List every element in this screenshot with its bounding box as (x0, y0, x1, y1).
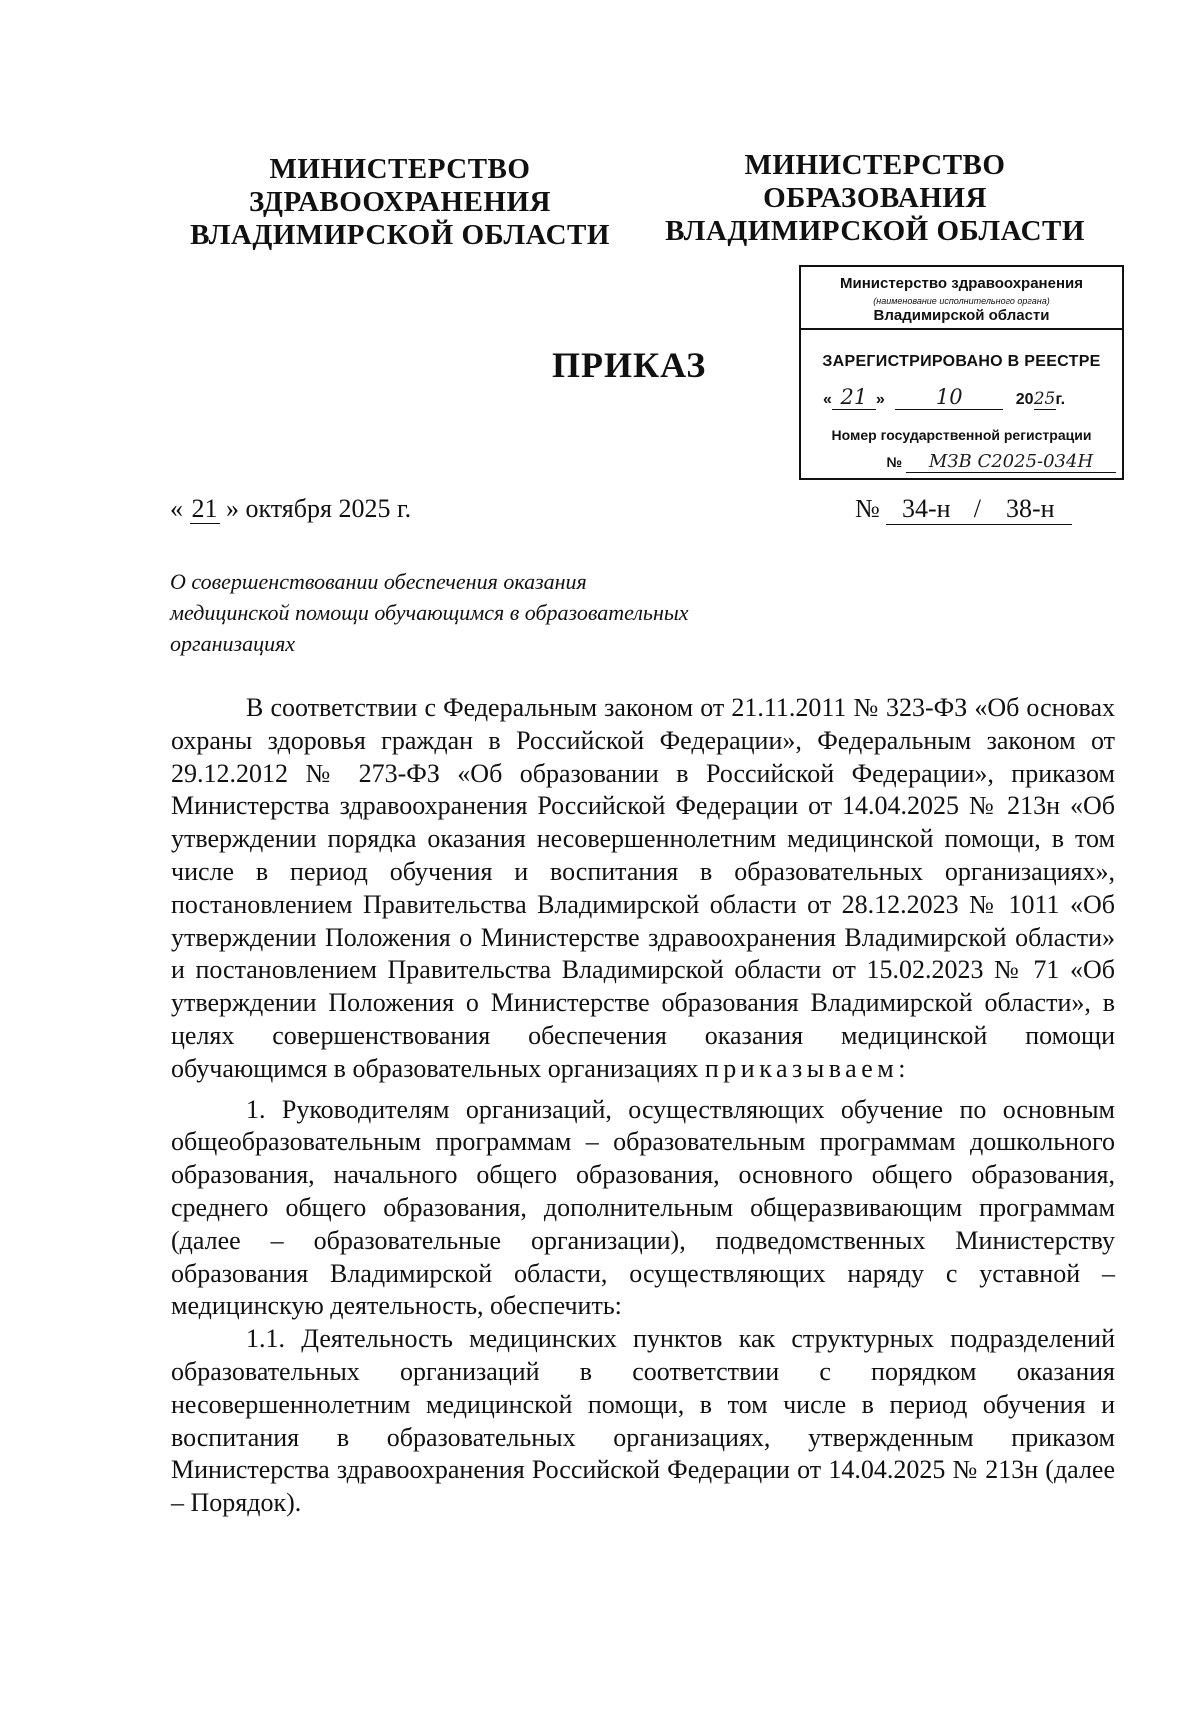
preamble-text: В соответствии с Федеральным законом от 21.11.2011 № 323-ФЗ «Об основах охраны здоровья граждан в Российской Федерации», Федеральным законом от 29.12.2012 № 273-ФЗ «Об образовании в Российской Федерации», приказом Министерства здравоохранения Российской Федерации от 14.04.2025 № 213н «Об утверждении порядка оказания несовершеннолетним медицинской помощи, в том числе в период обучения и воспитания в образовательных организациях», постановлением Правительства Владимирской области от 28.12.2023 № 1011 «Об утверждении Положения о Министерстве здравоохранения Владимирской области» и постановлением Правительства Владимирской области от 15.02.2023 № 71 «Об утверждении Положения о Министерстве образования Владимирской области», в целях совершенствования обеспечения оказания медицинской помощи обучающимся в образовательных организациях (171, 693, 1115, 1083)
document-number-prefix: № (855, 494, 880, 523)
item-1-paragraph: 1. Руководителям организаций, осуществляющих обучение по основным общеобразовательным программам – образовательным программам дошкольного образования, начального общего образования, основного общего образования, среднего общего образования, дополнительным общеразвивающим программам (далее – образовательные организации), подведомственных Министерству образования Владимирской области, осуществляющих наряду с уставной – медицинскую деятельность, обеспечить: (171, 1094, 1115, 1321)
document-date: « 21 » октября 2025 г. (170, 494, 412, 523)
document-date-day: 21 (191, 494, 218, 523)
stamp-org-line2: Владимирской области (873, 307, 1050, 324)
document-body (171, 692, 1115, 1520)
stamp-date: « 21 » 10 2025г. (823, 385, 1066, 409)
stamp-month: 10 (895, 385, 1003, 410)
document-subject: О совершенствовании обеспечения оказания медицинской помощи обучающимся в образовательных организациях (170, 569, 689, 656)
stamp-reg-number (887, 451, 1117, 473)
stamp-divider (801, 328, 1122, 330)
document-number-a: 34-н (886, 494, 966, 525)
item-1-1-paragraph: 1.1. Деятельность медицинских пунктов как структурных подразделений образовательных организаций в соответствии с порядком оказания несовершеннолетним медицинской помощи, в том числе в период обучения и воспитания в образовательных организациях, утвержденным приказом Министерства здравоохранения Российской Федерации от 14.04.2025 № 213н (далее – Порядок). (171, 1324, 1115, 1518)
stamp-year-prefix: 20 (1015, 391, 1034, 408)
stamp-reg-number-label: Номер государственной регистрации (831, 427, 1092, 443)
document-type-title: ПРИКАЗ (552, 345, 707, 385)
order-word: приказываем: (704, 1053, 910, 1083)
registration-stamp (799, 265, 1124, 480)
stamp-reg-number-prefix: № (886, 454, 903, 470)
document-number (855, 494, 1072, 525)
document-number-b: 38-н (988, 494, 1072, 525)
stamp-year-suffix: 25 (1033, 389, 1056, 409)
document-number-sep: / (966, 494, 988, 525)
stamp-org-line1: Министерство здравоохранения (840, 275, 1083, 292)
ministry-health-heading: МИНИСТЕРСТВО ЗДРАВООХРАНЕНИЯ ВЛАДИМИРСКОЙ ОБЛАСТИ (190, 153, 610, 251)
stamp-reg-number-value: МЗВ С2025-034Н (906, 451, 1116, 473)
stamp-registered-label: ЗАРЕГИСТРИРОВАНО В РЕЕСТРЕ (822, 353, 1101, 370)
preamble-paragraph (171, 692, 1115, 1086)
stamp-year-g: г. (1055, 391, 1066, 408)
ministry-education-heading: МИНИСТЕРСТВО ОБРАЗОВАНИЯ ВЛАДИМИРСКОЙ ОБЛАСТИ (665, 149, 1085, 247)
stamp-org-sublabel: (наименование исполнительного органа) (873, 296, 1050, 306)
stamp-day: 21 (832, 385, 876, 410)
